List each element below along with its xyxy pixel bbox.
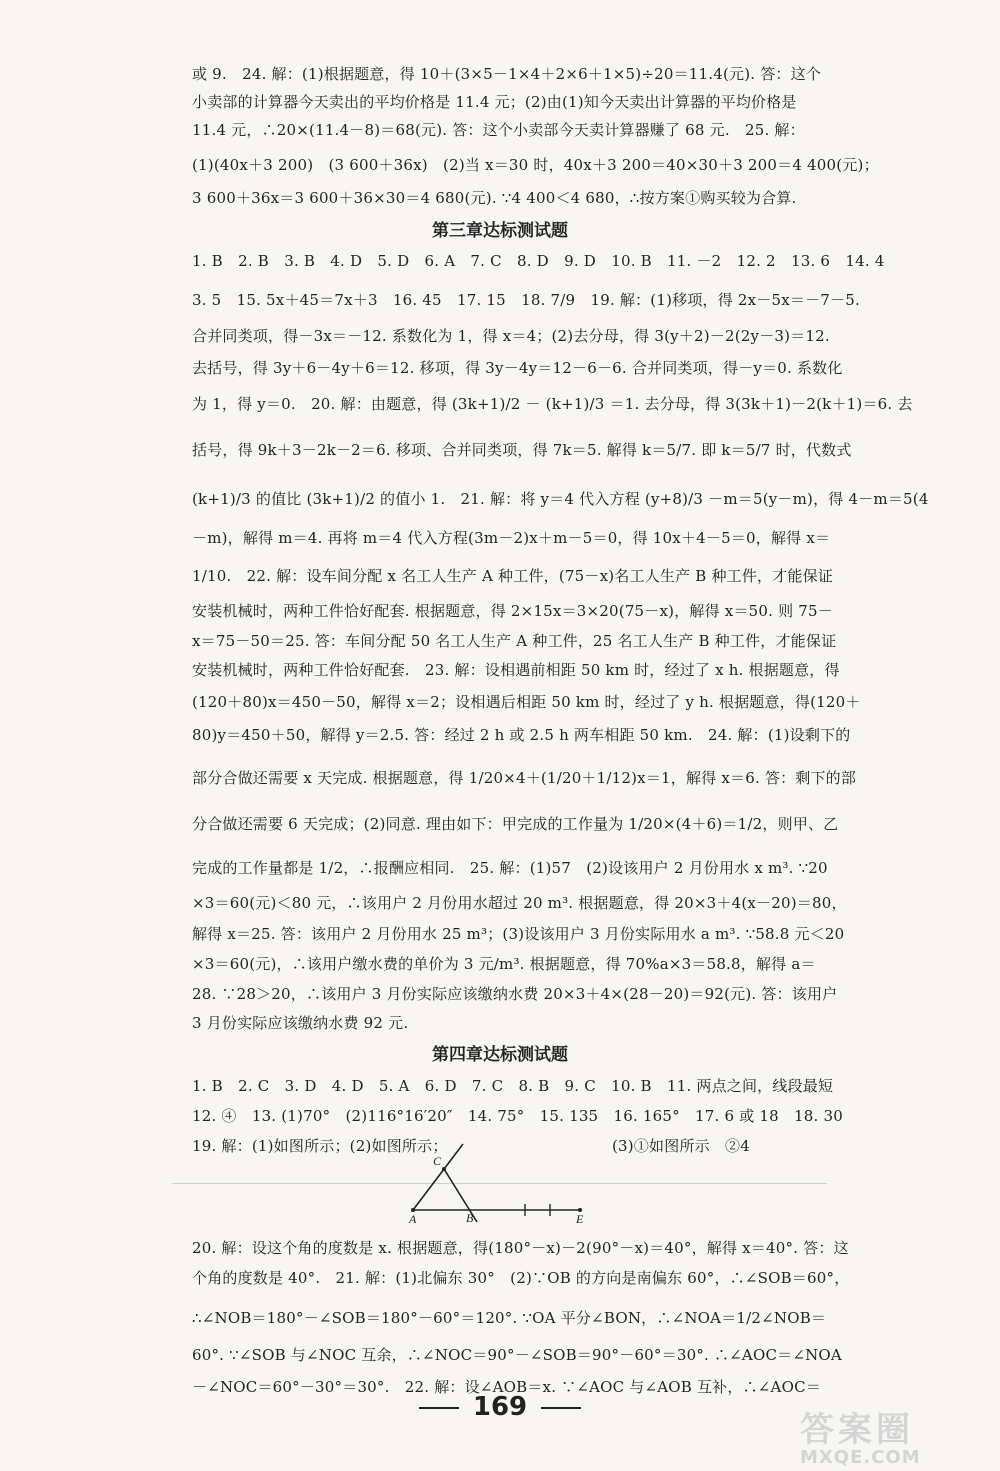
chapter3-heading: 第三章达标测试题 bbox=[432, 221, 568, 241]
text-line: －m)，解得 m＝4. 再将 m＝4 代入方程(3m－2)x＋m－5＝0，得 10x＋4－5＝0，解得 x＝ bbox=[192, 529, 831, 547]
chapter4-heading: 第四章达标测试题 bbox=[432, 1045, 568, 1065]
text-line: 小卖部的计算器今天卖出的平均价格是 11.4 元；(2)由(1)知今天卖出计算器的平均价格是 bbox=[192, 93, 797, 111]
text-line: 为 1，得 y＝0. 20. 解：由题意，得 (3k+1)/2 － (k+1)/3 ＝1. 去分母，得 3(3k＋1)－2(k＋1)＝6. 去 bbox=[192, 395, 913, 413]
text-line: 部分合做还需要 x 天完成. 根据题意，得 1/20×4＋(1/20＋1/12)x＝1，解得 x＝6. 答：剩下的部 bbox=[192, 769, 857, 787]
text-line: (k+1)/3 的值比 (3k+1)/2 的值小 1. 21. 解：将 y＝4 代入方程 (y+8)/3 －m＝5(y－m)，得 4－m＝5(4 bbox=[192, 490, 929, 508]
text-line: 3. 5 15. 5x＋45＝7x＋3 16. 45 17. 15 18. 7/9 19. 解：(1)移项，得 2x－5x＝－7－5. bbox=[192, 291, 860, 309]
text-line: ×3＝60(元)，∴该用户缴水费的单价为 3 元/m³. 根据题意，得 70%a×3＝58.8，解得 a＝ bbox=[192, 955, 816, 973]
text-line: 或 9. 24. 解：(1)根据题意，得 10＋(3×5－1×4＋2×6＋1×5)÷20＝11.4(元). 答：这个 bbox=[192, 65, 822, 83]
text-line: 分合做还需要 6 天完成；(2)同意. 理由如下：甲完成的工作量为 1/20×(4＋6)＝1/2，则甲、乙 bbox=[192, 815, 839, 833]
text-line: 12. ④ 13. (1)70° (2)116°16′20″ 14. 75° 15. 135 16. 165° 17. 6 或 18 18. 30 bbox=[192, 1107, 843, 1125]
text-line: －∠NOC＝60°－30°＝30°. 22. 解：设∠AOB＝x. ∵∠AOC 与∠AOB 互补，∴∠AOC＝ bbox=[192, 1378, 821, 1396]
text-line: 11.4 元，∴20×(11.4－8)＝68(元). 答：这个小卖部今天卖计算器赚了 68 元. 25. 解： bbox=[192, 121, 805, 139]
watermark-logo bbox=[800, 1402, 990, 1466]
label-c: C bbox=[433, 1154, 442, 1168]
text-line: 20. 解：设这个角的度数是 x. 根据题意，得(180°－x)－2(90°－x)＝40°，解得 x＝40°. 答：这 bbox=[192, 1239, 849, 1257]
text-line: x＝75－50＝25. 答：车间分配 50 名工人生产 A 种工件，25 名工人生产 B 种工件，才能保证 bbox=[192, 632, 837, 650]
text-line: 28. ∵28＞20，∴该用户 3 月份实际应该缴纳水费 20×3＋4×(28－20)＝92(元). 答：该用户 bbox=[192, 985, 838, 1003]
text-line: 60°. ∵∠SOB 与∠NOC 互余，∴∠NOC＝90°－∠SOB＝90°－60°＝30°. ∴∠AOC＝∠NOA bbox=[192, 1346, 842, 1364]
watermark-url: MXQE.COM bbox=[800, 1447, 921, 1468]
answer-19-left: 19. 解：(1)如图所示；(2)如图所示； bbox=[192, 1137, 448, 1155]
text-line: 1. B 2. C 3. D 4. D 5. A 6. D 7. C 8. B 9. C 10. B 11. 两点之间，线段最短 bbox=[192, 1077, 834, 1095]
text-line: 解得 x＝25. 答：该用户 2 月份用水 25 m³；(3)设该用户 3 月份实际用水 a m³. ∵58.8 元＜20 bbox=[192, 925, 845, 943]
text-line: (1)(40x＋3 200) (3 600＋36x) (2)当 x＝30 时，40x＋3 200＝40×30＋3 200＝4 400(元)； bbox=[192, 156, 879, 174]
text-line: 去括号，得 3y＋6－4y＋6＝12. 移项，得 3y－4y＝12－6－6. 合并同类项，得－y＝0. 系数化 bbox=[192, 359, 843, 377]
text-line: 3 600＋36x＝3 600＋36×30＝4 680(元). ∵4 400＜4 680，∴按方案①购买较为合算. bbox=[192, 189, 797, 207]
text-line: 安装机械时，两种工件恰好配套. 根据题意，得 2×15x＝3×20(75－x)，解得 x＝50. 则 75－ bbox=[192, 602, 833, 620]
geometry-figure bbox=[400, 1138, 600, 1224]
answer-19-right: (3)①如图所示 ②4 bbox=[612, 1137, 750, 1155]
text-line: 安装机械时，两种工件恰好配套. 23. 解：设相遇前相距 50 km 时，经过了 x h. 根据题意，得 bbox=[192, 661, 840, 679]
text-line: ∴∠NOB＝180°－∠SOB＝180°－60°＝120°. ∵OA 平分∠BON，∴∠NOA＝1/2∠NOB＝ bbox=[192, 1309, 827, 1327]
watermark-text: 答案圈 bbox=[800, 1410, 914, 1450]
dash-left bbox=[419, 1407, 459, 1409]
label-e: E bbox=[576, 1212, 584, 1226]
text-line: ×3＝60(元)＜80 元，∴该用户 2 月份用水超过 20 m³. 根据题意，得 20×3＋4(x－20)＝80， bbox=[192, 894, 847, 912]
label-a: A bbox=[409, 1212, 417, 1226]
text-line: 括号，得 9k＋3－2k－2＝6. 移项、合并同类项，得 7k＝5. 解得 k＝5/7. 即 k＝5/7 时，代数式 bbox=[192, 441, 852, 459]
text-line: 1/10. 22. 解：设车间分配 x 名工人生产 A 种工件，(75－x)名工人生产 B 种工件，才能保证 bbox=[192, 567, 834, 585]
text-line: 完成的工作量都是 1/2，∴报酬应相同. 25. 解：(1)57 (2)设该用户 2 月份用水 x m³. ∵20 bbox=[192, 859, 828, 877]
text-line: 80)y＝450＋50，解得 y＝2.5. 答：经过 2 h 或 2.5 h 两车相距 50 km. 24. 解：(1)设剩下的 bbox=[192, 726, 851, 744]
text-line: 3 月份实际应该缴纳水费 92 元. bbox=[192, 1014, 409, 1032]
dash-right bbox=[541, 1407, 581, 1409]
text-line: 个角的度数是 40°. 21. 解：(1)北偏东 30° (2)∵OB 的方向是南偏东 60°，∴∠SOB＝60°， bbox=[192, 1269, 850, 1287]
page-number-text: 169 bbox=[472, 1392, 528, 1422]
label-b: B bbox=[466, 1211, 474, 1225]
point-c bbox=[442, 1167, 446, 1171]
text-line: 合并同类项，得－3x＝－12. 系数化为 1，得 x＝4；(2)去分母，得 3(y＋2)－2(2y－3)＝12. bbox=[192, 327, 830, 345]
text-line: (120＋80)x＝450－50，解得 x＝2；设相遇后相距 50 km 时，经过了 y h. 根据题意，得(120＋ bbox=[192, 693, 861, 711]
text-line: 1. B 2. B 3. B 4. D 5. D 6. A 7. C 8. D 9. D 10. B 11. －2 12. 2 13. 6 14. 4 bbox=[192, 252, 885, 270]
